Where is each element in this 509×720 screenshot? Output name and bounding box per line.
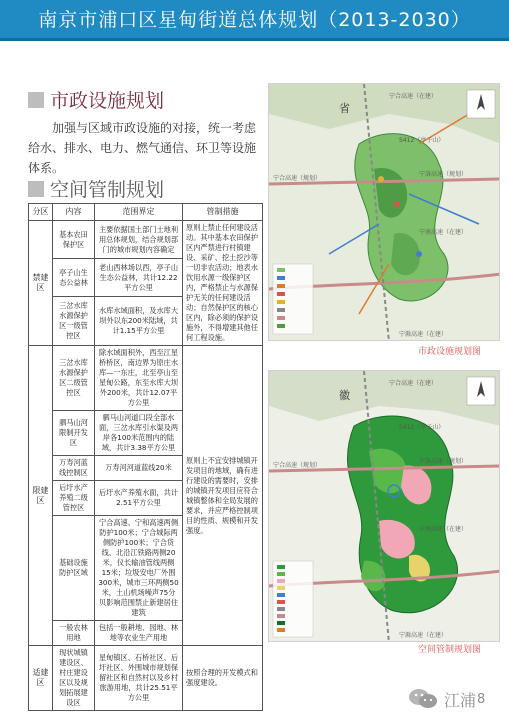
content-cell: 基本农田保护区 bbox=[53, 221, 95, 259]
spatial-map-image bbox=[269, 371, 500, 642]
municipal-map-image bbox=[269, 84, 500, 341]
map-label: 宁南高速（在建） bbox=[419, 526, 468, 533]
content-cell: 三岔水库水源保护区二级管控区 bbox=[53, 346, 95, 411]
map-label: S412（亭子山） bbox=[399, 137, 445, 144]
scope-cell: 包括一般耕地、园地、林地等农业生产用地 bbox=[95, 621, 183, 646]
content-cell: 万寿河蓝线控制区 bbox=[53, 456, 95, 481]
map-label: S412（亭子山） bbox=[399, 424, 445, 431]
page-number: 8 bbox=[477, 692, 486, 707]
map-label: 宁滁高速（在建） bbox=[399, 632, 448, 639]
spatial-control-map bbox=[268, 370, 500, 642]
section-title-municipal bbox=[28, 86, 164, 113]
table-header-cell: 范围界定 bbox=[95, 204, 183, 221]
scope-cell: 宁合高速、宁和高速两侧防护100米；宁合城际两侧防护100米；宁合货线、北沿江铁路两侧20米，仪长输油管线两侧15米；垃圾安电厂外围300米，城市三环两侧50米，土山机场噪声75分贝影响范围禁止新建居住建筑 bbox=[95, 516, 183, 621]
content-cell: 基础设施防护区域 bbox=[53, 516, 95, 621]
scope-cell: 除水域面积外，西至江星桥桥区，南边界为原庄水库—一东庄，北至亭山至星甸公路，东至水库大坝外200米，共计12.07平方公里 bbox=[95, 346, 183, 411]
section-title-text: 市政设施规划 bbox=[50, 90, 165, 112]
measure-cell: 原则上不宜安排城镇开发项目的地域，确有进行建设的需要时，安排的城镇开发项目应符合城镇整体和全局发展的要求，并应严格控制项目的性质、规模和开发强度。 bbox=[183, 346, 263, 646]
scope-cell: 后圩水产养殖水面，共计2.51平方公里 bbox=[95, 481, 183, 516]
map-caption: 空间管制规划图 bbox=[418, 645, 482, 655]
measure-cell: 按照合理的开发模式和强度建设。 bbox=[183, 646, 263, 711]
wechat-icon bbox=[407, 687, 439, 709]
municipal-facilities-map bbox=[268, 83, 500, 341]
scope-cell: 老山西林场以西，亭子山生态公益林，共计12.22平方公里 bbox=[95, 259, 183, 297]
map-caption: 市政设施规划图 bbox=[418, 347, 482, 357]
map-label: 宁合高速（在建） bbox=[389, 380, 438, 387]
content-cell: 三岔水库水源保护区一级管控区 bbox=[53, 297, 95, 346]
map-label: 宁洛高速（规划） bbox=[419, 458, 468, 465]
scope-cell: 星甸镇区、石桥社区、后圩社区、外围城市规划保留社区和自然村以及乡村旅游用地，共计25.51平方公里 bbox=[95, 646, 183, 711]
table-row bbox=[29, 346, 263, 411]
content-cell: 现状城镇建设区、村庄建设区以及规划拓展建设区 bbox=[53, 646, 95, 711]
scope-cell: 主要依据国土部门土地利用总体规划，结合规划部门的城市规划内容确定 bbox=[95, 221, 183, 259]
section-marker bbox=[28, 92, 44, 108]
table-row bbox=[29, 221, 263, 259]
zone-cell-prohibited: 禁建区 bbox=[29, 221, 53, 346]
zone-cell-restricted: 限建区 bbox=[29, 346, 53, 646]
table-header-cell: 分区 bbox=[29, 204, 53, 221]
footer-brand: 江浦 bbox=[444, 691, 477, 710]
map-label: 宁合高速（规划） bbox=[273, 175, 322, 182]
map-label: 省 bbox=[339, 102, 350, 115]
section-title-text: 空间管制规划 bbox=[50, 179, 165, 201]
table-header-cell: 内容 bbox=[53, 204, 95, 221]
table-header-cell: 管制措施 bbox=[183, 204, 263, 221]
table-header-row bbox=[29, 204, 263, 221]
map-label: 宁合高速（规划） bbox=[273, 462, 322, 469]
map-label: 徽 bbox=[339, 389, 350, 402]
measure-cell: 原则上禁止任何建设活动。其中基本农田保护区内严禁进行村镇建设、采矿、挖土挖沙等一切非农活动；地表水饮用水源一级保护区内，严格禁止与水源保护无关的任何建设活动；自然保护区的核心区内，除必须的保护设施外，不得增建其他任何工程设施。 bbox=[183, 221, 263, 346]
scope-cell: 万寿河河道蓝线20米 bbox=[95, 456, 183, 481]
content-cell: 后圩水产养殖二级管控区 bbox=[53, 481, 95, 516]
content-cell: 一般农林用地 bbox=[53, 621, 95, 646]
content-cell: 亭子山生态公益林 bbox=[53, 259, 95, 297]
content-cell: 驷马山河限制开发区 bbox=[53, 411, 95, 456]
page-header bbox=[0, 0, 509, 41]
zone-cell-suitable: 适建区 bbox=[29, 646, 53, 711]
map-label: 宁南高速（在建） bbox=[419, 229, 468, 236]
scope-cell: 驷马山河道口段全部水面，三岔水库引水渠及两岸各100米范围内的陆域，共计3.38平方公里 bbox=[95, 411, 183, 456]
section-marker bbox=[28, 181, 44, 197]
spatial-control-table bbox=[28, 203, 263, 711]
map-label: 宁洛高速（规划） bbox=[419, 171, 468, 178]
map-label: 宁滁高速（在建） bbox=[399, 331, 448, 338]
section-title-spatial bbox=[28, 175, 164, 202]
intro-paragraph: 加强与区域市政设施的对接，统一考虑给水、排水、电力、燃气通信、环卫等设施体系。 bbox=[28, 121, 257, 175]
table-row bbox=[29, 646, 263, 711]
page-title: 南京市浦口区星甸街道总体规划（2013-2030） bbox=[38, 9, 471, 31]
map-label: 宁合高速（在建） bbox=[389, 93, 438, 100]
scope-cell: 水库水域面积，及水库大坝外以东200米陆域，共计1.15平方公里 bbox=[95, 297, 183, 346]
